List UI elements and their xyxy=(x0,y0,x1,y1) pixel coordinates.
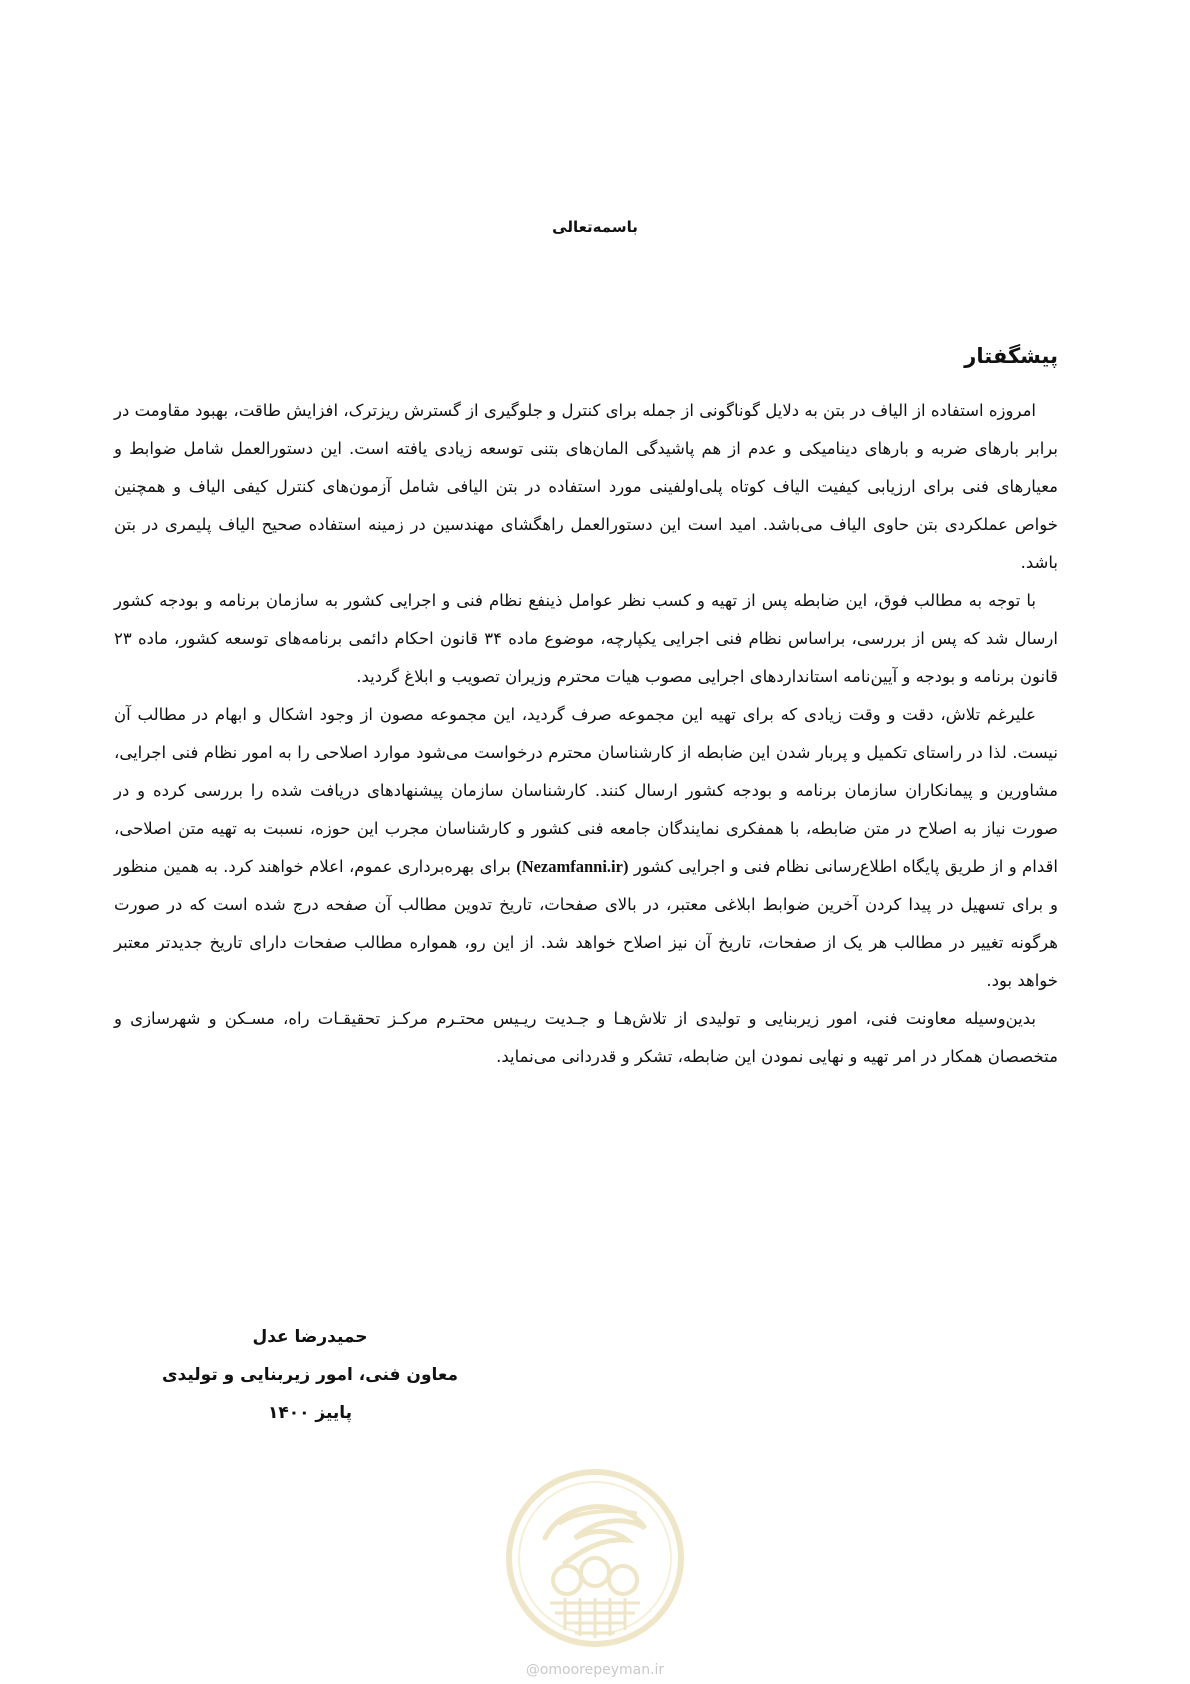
paragraph-3 xyxy=(114,696,1058,1000)
signer-name: حمیدرضا عدل xyxy=(252,1327,368,1347)
basmala: باسمه‌تعالی xyxy=(552,218,638,236)
watermark-url: @omoorepeyman.ir xyxy=(525,1662,665,1678)
paragraph-3-part-1: علیرغم تلاش، دقت و وقت زیادی که برای تهیه این مجموعه صرف گردید، این مجموعه مصون از وجود اشکال و ابهام در مطالب آن نیست. لذا در راستای تکمیل و پربار شدن این ضابطه از کارشناسان محترم درخواست می‌شود موارد اصلاحی را به امور نظام فنی اجرایی، مشاورین و پیمانکاران سازمان برنامه و بودجه کشور ارسال کنند. کارشناسان سازمان پیشنهادهای دریافت شده را بررسی کرده و در صورت نیاز به اصلاح در متن ضابطه، با همفکری نمایندگان جامعه فنی کشور و کارشناسان مجرب این حوزه، نسبت به تهیه متن اصلاحی، اقدام و از طریق پایگاه اطلاع‌رسانی نظام فنی و اجرایی کشور xyxy=(114,705,1058,876)
website-reference: (Nezamfanni.ir) xyxy=(516,857,629,876)
paragraph-4: بدین‌وسیله معاونت فنی، امور زیربنایی و تولیدی از تلاش‌هـا و جـدیت ریـیس محتـرم مرکـز تحقیقـات راه، مسـکن و شهرسازی و متخصصان همکار در امر تهیه و نهایی نمودن این ضابطه، تشکر و قدردانی می‌نماید. xyxy=(114,1009,1058,1066)
paragraph-1: امروزه استفاده از الیاف در بتن به دلایل گوناگونی از جمله برای کنترل و جلوگیری از گسترش ریزترک، افزایش طاقت، بهبود مقاومت در برابر بارهای ضربه و بارهای دینامیکی و عدم از هم پاشیدگی المان‌های بتنی توسعه زیادی یافته است. این دستورالعمل شامل ضوابط و معیارهای فنی برای ارزیابی کیفیت الیاف کوتاه پلی‌اولفینی مورد استفاده در بتن الیافی شامل آزمون‌های کنترل کیفی الیاف و همچنین خواص عملکردی بتن حاوی الیاف می‌باشد. امید است این دستورالعمل راهگشای مهندسین در زمینه استفاده صحیح الیاف پلیمری در بتن باشد. xyxy=(114,401,1058,572)
signature-date: پاییز ۱۴۰۰ xyxy=(267,1403,353,1423)
signature-block xyxy=(150,1318,470,1432)
page-heading: پیشگفتار xyxy=(964,344,1058,368)
watermark-logo xyxy=(505,1468,685,1648)
paragraph-3-part-2: برای بهره‌برداری عموم، اعلام خواهند کرد. به همین منظور و برای تسهیل در پیدا کردن آخرین ضوابط ابلاغی معتبر، در بالای صفحات، تاریخ تدوین مطالب آن صفحه درج شده است که در صورت هرگونه تغییر در مطالب هر یک از صفحات، تاریخ آن نیز اصلاح خواهد شد. از این رو، همواره مطالب صفحات دارای تاریخ جدیدتر معتبر خواهد بود. xyxy=(114,857,1058,990)
signer-title: معاون فنی، امور زیربنایی و تولیدی xyxy=(161,1365,459,1385)
paragraph-2: با توجه به مطالب فوق، این ضابطه پس از تهیه و کسب نظر عوامل ذینفع نظام فنی و اجرایی کشور به سازمان برنامه و بودجه کشور ارسال شد که پس از بررسی، براساس نظام فنی اجرایی یکپارچه، موضوع ماده ۳۴ قانون احکام دائمی برنامه‌های توسعه کشور، ماده ۲۳ قانون برنامه و بودجه و آیین‌نامه استانداردهای اجرایی مصوب هیات محترم وزیران تصویب و ابلاغ گردید. xyxy=(114,591,1058,686)
body-text xyxy=(114,392,1058,1076)
watermark-logo-icon xyxy=(505,1468,685,1648)
